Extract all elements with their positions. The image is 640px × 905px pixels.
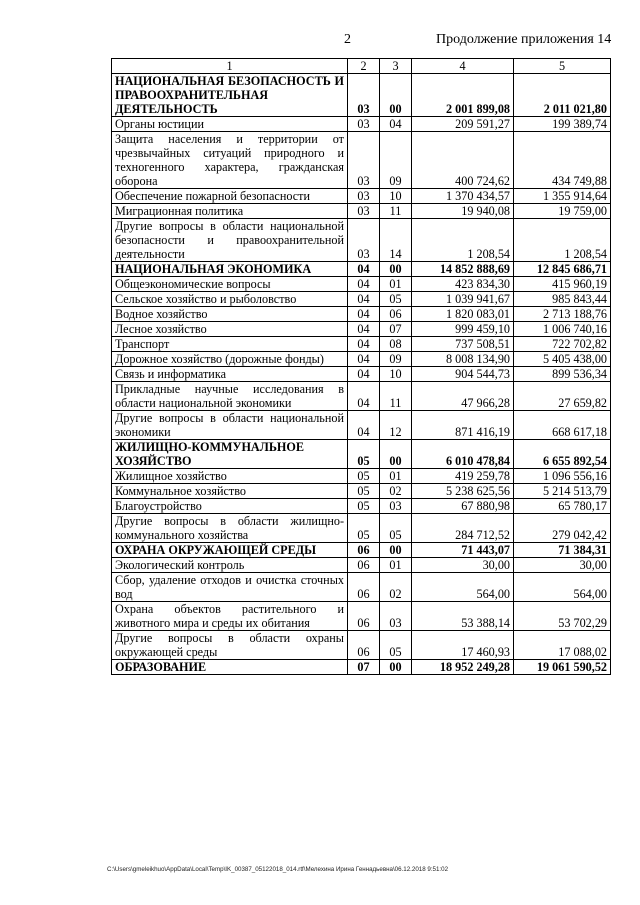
table-row xyxy=(112,132,611,189)
amount-1-cell: 423 834,30 xyxy=(412,277,514,292)
row-name-cell: Охрана объектов растительного и животного мира и среды их обитания xyxy=(112,602,348,631)
amount-2-cell: 27 659,82 xyxy=(514,382,611,411)
column-header: 2 xyxy=(348,59,380,74)
subsection-code-cell: 07 xyxy=(380,322,412,337)
subsection-code-cell: 03 xyxy=(380,602,412,631)
amount-1-cell: 1 370 434,57 xyxy=(412,189,514,204)
amount-1-cell: 1 208,54 xyxy=(412,219,514,262)
amount-2-cell: 17 088,02 xyxy=(514,631,611,660)
table-row xyxy=(112,367,611,382)
column-header: 4 xyxy=(412,59,514,74)
budget-table xyxy=(111,58,611,675)
section-code-cell: 04 xyxy=(348,382,380,411)
section-code-cell: 05 xyxy=(348,469,380,484)
amount-1-cell: 999 459,10 xyxy=(412,322,514,337)
row-name-cell: Связь и информатика xyxy=(112,367,348,382)
section-code-cell: 03 xyxy=(348,132,380,189)
subsection-code-cell: 08 xyxy=(380,337,412,352)
row-name-cell: Другие вопросы в области национальной экономики xyxy=(112,411,348,440)
row-name-cell: Защита населения и территории от чрезвычайных ситуаций природного и техногенного характера, гражданская оборона xyxy=(112,132,348,189)
section-code-cell: 03 xyxy=(348,219,380,262)
amount-2-cell: 1 355 914,64 xyxy=(514,189,611,204)
amount-1-cell: 8 008 134,90 xyxy=(412,352,514,367)
subsection-code-cell: 02 xyxy=(380,484,412,499)
section-code-cell: 05 xyxy=(348,484,380,499)
amount-2-cell: 30,00 xyxy=(514,558,611,573)
subsection-code-cell: 09 xyxy=(380,132,412,189)
amount-2-cell: 1 096 556,16 xyxy=(514,469,611,484)
section-code-cell: 06 xyxy=(348,573,380,602)
row-name-cell: ОХРАНА ОКРУЖАЮЩЕЙ СРЕДЫ xyxy=(112,543,348,558)
amount-1-cell: 564,00 xyxy=(412,573,514,602)
section-code-cell: 03 xyxy=(348,117,380,132)
section-code-cell: 06 xyxy=(348,631,380,660)
amount-2-cell: 279 042,42 xyxy=(514,514,611,543)
amount-2-cell: 722 702,82 xyxy=(514,337,611,352)
table-row xyxy=(112,204,611,219)
table-row xyxy=(112,543,611,558)
row-name-cell: Обеспечение пожарной безопасности xyxy=(112,189,348,204)
file-path-footer: C:\Users\gmeleikhuo\AppData\Local\Temp\IK_00387_05122018_014.rtf\Мелехина Ирина Геннадьевна\06.12.2018 9:51:02 xyxy=(107,866,449,873)
amount-1-cell: 71 443,07 xyxy=(412,543,514,558)
amount-1-cell: 30,00 xyxy=(412,558,514,573)
row-name-cell: Органы юстиции xyxy=(112,117,348,132)
section-code-cell: 04 xyxy=(348,262,380,277)
amount-2-cell: 71 384,31 xyxy=(514,543,611,558)
amount-1-cell: 6 010 478,84 xyxy=(412,440,514,469)
section-code-cell: 06 xyxy=(348,543,380,558)
subsection-code-cell: 00 xyxy=(380,543,412,558)
amount-1-cell: 14 852 888,69 xyxy=(412,262,514,277)
amount-2-cell: 12 845 686,71 xyxy=(514,262,611,277)
section-code-cell: 06 xyxy=(348,558,380,573)
subsection-code-cell: 06 xyxy=(380,307,412,322)
row-name-cell: Транспорт xyxy=(112,337,348,352)
table-row xyxy=(112,440,611,469)
subsection-code-cell: 01 xyxy=(380,558,412,573)
row-name-cell: ЖИЛИЩНО-КОММУНАЛЬНОЕ ХОЗЯЙСТВО xyxy=(112,440,348,469)
table-row xyxy=(112,499,611,514)
table-row xyxy=(112,117,611,132)
row-name-cell: Другие вопросы в области национальной безопасности и правоохранительной деятельности xyxy=(112,219,348,262)
amount-1-cell: 1 039 941,67 xyxy=(412,292,514,307)
amount-1-cell: 871 416,19 xyxy=(412,411,514,440)
table-row xyxy=(112,307,611,322)
table-row xyxy=(112,602,611,631)
table-row xyxy=(112,484,611,499)
row-name-cell: Другие вопросы в области жилищно-коммунального хозяйства xyxy=(112,514,348,543)
column-numbers-row xyxy=(112,59,611,74)
section-code-cell: 04 xyxy=(348,411,380,440)
section-code-cell: 04 xyxy=(348,352,380,367)
row-name-cell: Коммунальное хозяйство xyxy=(112,484,348,499)
subsection-code-cell: 00 xyxy=(380,262,412,277)
table-row xyxy=(112,660,611,675)
row-name-cell: Прикладные научные исследования в области национальной экономики xyxy=(112,382,348,411)
row-name-cell: Дорожное хозяйство (дорожные фонды) xyxy=(112,352,348,367)
section-code-cell: 07 xyxy=(348,660,380,675)
amount-1-cell: 400 724,62 xyxy=(412,132,514,189)
subsection-code-cell: 01 xyxy=(380,469,412,484)
row-name-cell: Экологический контроль xyxy=(112,558,348,573)
amount-1-cell: 19 940,08 xyxy=(412,204,514,219)
section-code-cell: 05 xyxy=(348,499,380,514)
subsection-code-cell: 01 xyxy=(380,277,412,292)
amount-2-cell: 1 006 740,16 xyxy=(514,322,611,337)
table-row xyxy=(112,74,611,117)
table-row xyxy=(112,514,611,543)
page-number: 2 xyxy=(344,32,351,47)
column-header: 3 xyxy=(380,59,412,74)
amount-1-cell: 53 388,14 xyxy=(412,602,514,631)
amount-2-cell: 19 061 590,52 xyxy=(514,660,611,675)
amount-2-cell: 564,00 xyxy=(514,573,611,602)
amount-2-cell: 6 655 892,54 xyxy=(514,440,611,469)
amount-2-cell: 2 713 188,76 xyxy=(514,307,611,322)
section-code-cell: 03 xyxy=(348,204,380,219)
amount-2-cell: 985 843,44 xyxy=(514,292,611,307)
section-code-cell: 04 xyxy=(348,322,380,337)
row-name-cell: ОБРАЗОВАНИЕ xyxy=(112,660,348,675)
table-row xyxy=(112,322,611,337)
subsection-code-cell: 14 xyxy=(380,219,412,262)
amount-1-cell: 284 712,52 xyxy=(412,514,514,543)
table-row xyxy=(112,189,611,204)
subsection-code-cell: 00 xyxy=(380,74,412,117)
column-header: 1 xyxy=(112,59,348,74)
amount-2-cell: 668 617,18 xyxy=(514,411,611,440)
table-row xyxy=(112,292,611,307)
amount-1-cell: 737 508,51 xyxy=(412,337,514,352)
amount-1-cell: 904 544,73 xyxy=(412,367,514,382)
amount-2-cell: 2 011 021,80 xyxy=(514,74,611,117)
subsection-code-cell: 04 xyxy=(380,117,412,132)
subsection-code-cell: 10 xyxy=(380,189,412,204)
amount-1-cell: 18 952 249,28 xyxy=(412,660,514,675)
subsection-code-cell: 05 xyxy=(380,292,412,307)
row-name-cell: Водное хозяйство xyxy=(112,307,348,322)
amount-2-cell: 415 960,19 xyxy=(514,277,611,292)
section-code-cell: 04 xyxy=(348,277,380,292)
amount-1-cell: 1 820 083,01 xyxy=(412,307,514,322)
amount-2-cell: 199 389,74 xyxy=(514,117,611,132)
table-row xyxy=(112,573,611,602)
continuation-note: Продолжение приложения 14 xyxy=(436,32,612,47)
amount-2-cell: 53 702,29 xyxy=(514,602,611,631)
table-row xyxy=(112,337,611,352)
table-row xyxy=(112,219,611,262)
row-name-cell: Сельское хозяйство и рыболовство xyxy=(112,292,348,307)
table-row xyxy=(112,558,611,573)
amount-2-cell: 434 749,88 xyxy=(514,132,611,189)
row-name-cell: Сбор, удаление отходов и очистка сточных вод xyxy=(112,573,348,602)
amount-2-cell: 899 536,34 xyxy=(514,367,611,382)
subsection-code-cell: 10 xyxy=(380,367,412,382)
section-code-cell: 04 xyxy=(348,307,380,322)
section-code-cell: 05 xyxy=(348,440,380,469)
row-name-cell: НАЦИОНАЛЬНАЯ БЕЗОПАСНОСТЬ И ПРАВООХРАНИТЕЛЬНАЯ ДЕЯТЕЛЬНОСТЬ xyxy=(112,74,348,117)
table-row xyxy=(112,277,611,292)
subsection-code-cell: 03 xyxy=(380,499,412,514)
table-body xyxy=(112,74,611,675)
amount-2-cell: 5 214 513,79 xyxy=(514,484,611,499)
row-name-cell: Общеэкономические вопросы xyxy=(112,277,348,292)
amount-1-cell: 17 460,93 xyxy=(412,631,514,660)
subsection-code-cell: 02 xyxy=(380,573,412,602)
section-code-cell: 04 xyxy=(348,337,380,352)
amount-1-cell: 47 966,28 xyxy=(412,382,514,411)
subsection-code-cell: 00 xyxy=(380,440,412,469)
amount-1-cell: 209 591,27 xyxy=(412,117,514,132)
row-name-cell: Миграционная политика xyxy=(112,204,348,219)
row-name-cell: НАЦИОНАЛЬНАЯ ЭКОНОМИКА xyxy=(112,262,348,277)
row-name-cell: Благоустройство xyxy=(112,499,348,514)
section-code-cell: 04 xyxy=(348,292,380,307)
section-code-cell: 04 xyxy=(348,367,380,382)
table-row xyxy=(112,262,611,277)
amount-2-cell: 1 208,54 xyxy=(514,219,611,262)
row-name-cell: Жилищное хозяйство xyxy=(112,469,348,484)
amount-2-cell: 65 780,17 xyxy=(514,499,611,514)
amount-1-cell: 419 259,78 xyxy=(412,469,514,484)
subsection-code-cell: 11 xyxy=(380,204,412,219)
table-row xyxy=(112,411,611,440)
table-row xyxy=(112,352,611,367)
subsection-code-cell: 12 xyxy=(380,411,412,440)
subsection-code-cell: 00 xyxy=(380,660,412,675)
subsection-code-cell: 05 xyxy=(380,631,412,660)
subsection-code-cell: 09 xyxy=(380,352,412,367)
amount-1-cell: 67 880,98 xyxy=(412,499,514,514)
section-code-cell: 03 xyxy=(348,189,380,204)
table-row xyxy=(112,631,611,660)
row-name-cell: Другие вопросы в области охраны окружающей среды xyxy=(112,631,348,660)
subsection-code-cell: 05 xyxy=(380,514,412,543)
row-name-cell: Лесное хозяйство xyxy=(112,322,348,337)
column-header: 5 xyxy=(514,59,611,74)
section-code-cell: 05 xyxy=(348,514,380,543)
table-row xyxy=(112,382,611,411)
amount-2-cell: 5 405 438,00 xyxy=(514,352,611,367)
amount-1-cell: 5 238 625,56 xyxy=(412,484,514,499)
subsection-code-cell: 11 xyxy=(380,382,412,411)
table-row xyxy=(112,469,611,484)
amount-2-cell: 19 759,00 xyxy=(514,204,611,219)
amount-1-cell: 2 001 899,08 xyxy=(412,74,514,117)
section-code-cell: 03 xyxy=(348,74,380,117)
section-code-cell: 06 xyxy=(348,602,380,631)
